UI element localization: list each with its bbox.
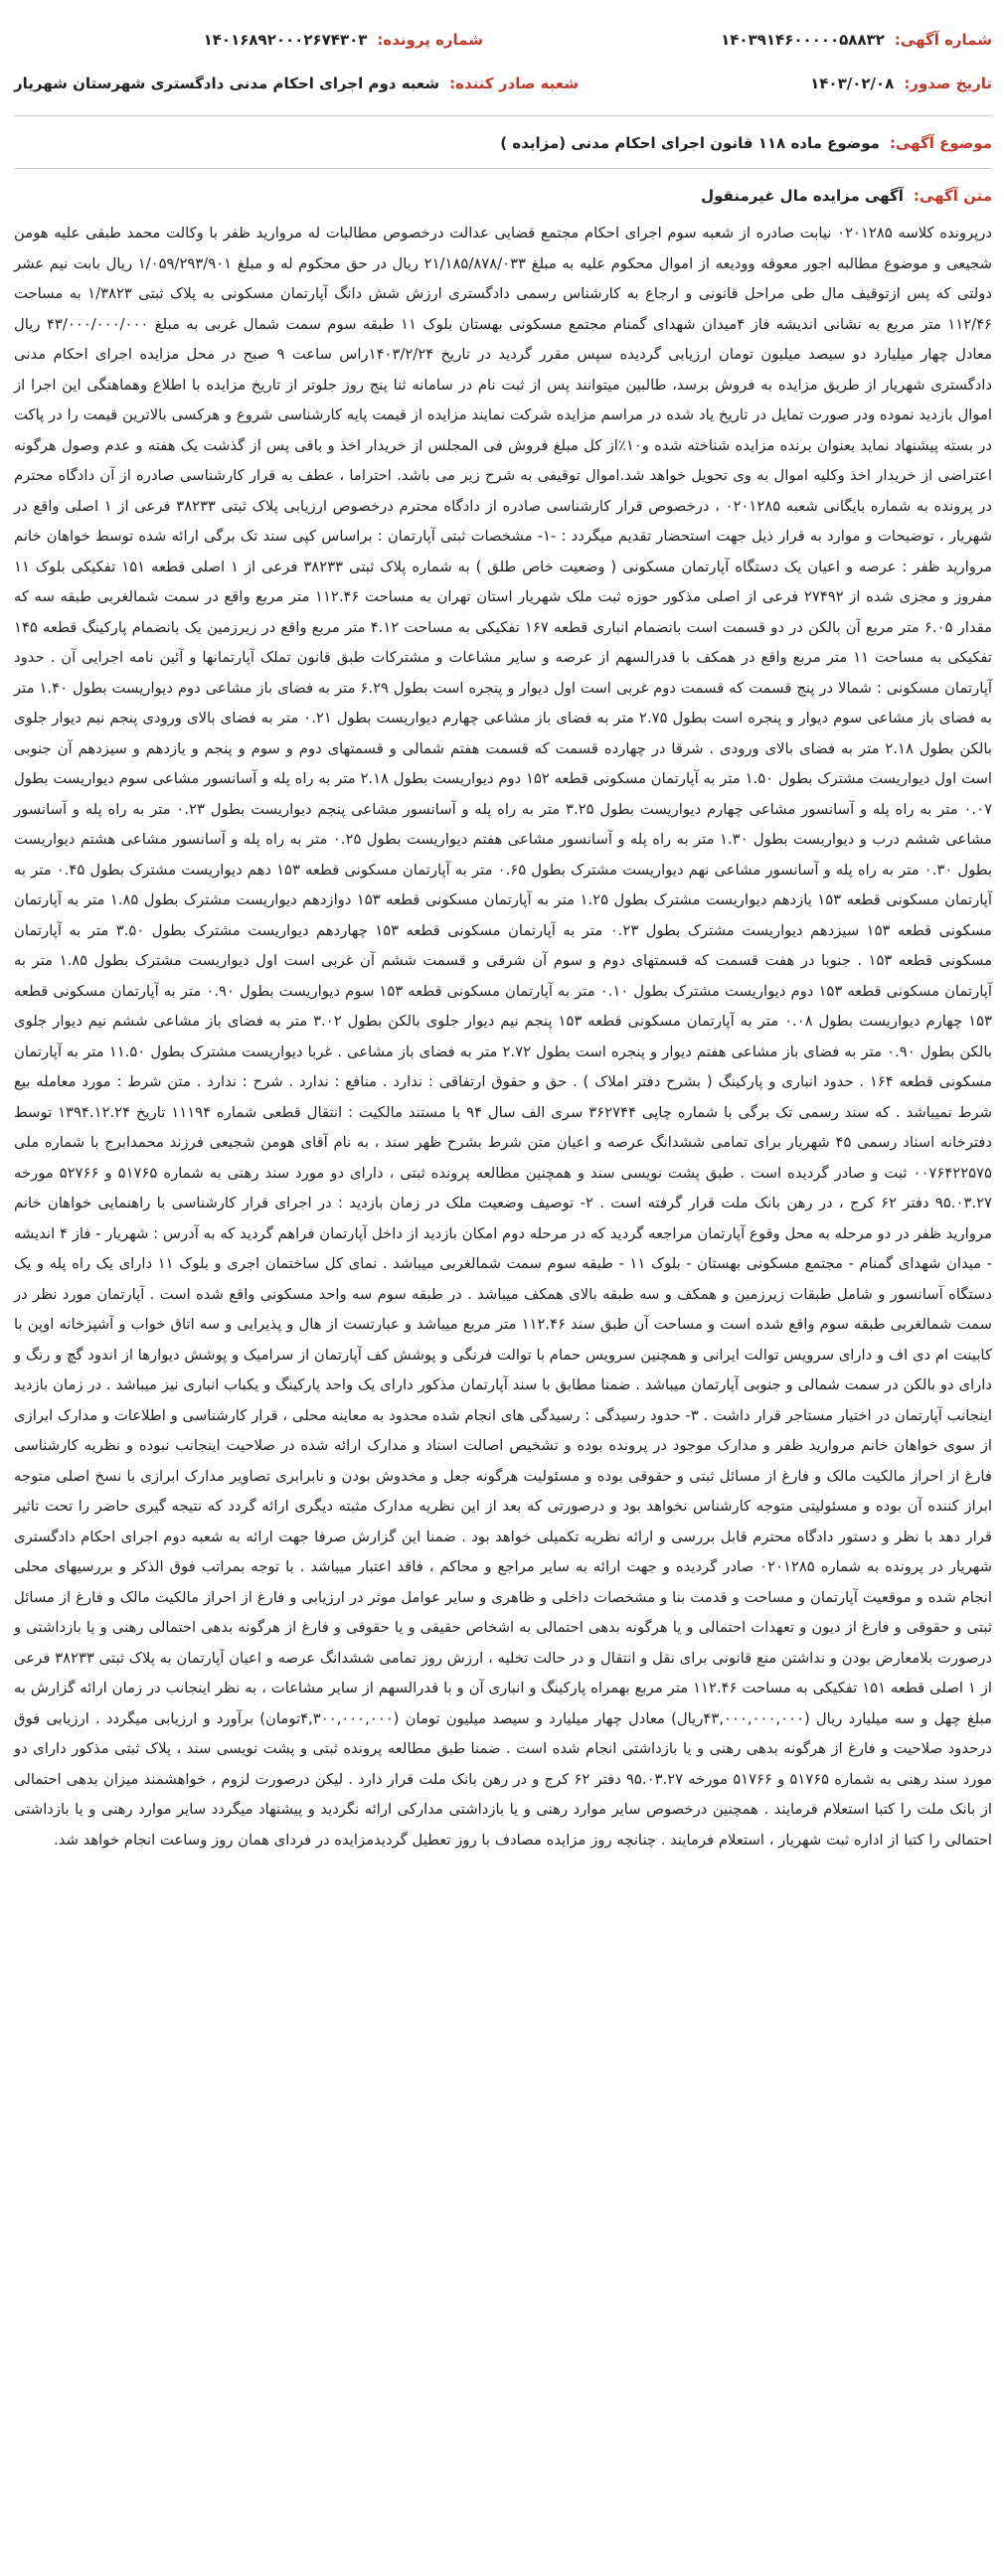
body-title: آگهی مزایده مال غیرمنقول xyxy=(701,187,904,205)
issue-date-field xyxy=(579,75,992,92)
ad-number-field xyxy=(483,31,992,49)
header-row-issue xyxy=(14,62,992,105)
case-number-field xyxy=(14,31,483,49)
body-label: متن آگهی: xyxy=(913,187,992,205)
header-row-numbers xyxy=(14,18,992,62)
ad-page xyxy=(0,18,1004,2576)
issue-date-label: تاریخ صدور: xyxy=(904,75,992,92)
subject-label: موضوع آگهی: xyxy=(889,134,992,152)
issuing-branch-field xyxy=(14,75,579,92)
ad-number-value: ۱۴۰۳۹۱۴۶۰۰۰۰۰۵۸۸۳۲ xyxy=(721,31,885,49)
issue-date-value: ۱۴۰۳/۰۲/۰۸ xyxy=(810,75,895,92)
ad-number-label: شماره آگهی: xyxy=(894,31,992,49)
subject-value: موضوع ماده ۱۱۸ قانون اجرای احکام مدنی (مزایده ) xyxy=(500,134,880,152)
body-title-row xyxy=(14,181,992,211)
subject-row xyxy=(14,128,992,158)
header-separator xyxy=(14,115,992,116)
subject-separator xyxy=(14,168,992,169)
issuing-branch-value: شعبه دوم اجرای احکام مدنی دادگستری شهرستان شهریار xyxy=(14,75,440,92)
case-number-label: شماره پرونده: xyxy=(377,31,483,49)
ad-body-text: درپرونده کلاسه ۰۲۰۱۲۸۵ نیابت صادره از شعبه سوم اجرای احکام مجتمع قضایی عدالت درخصوص مطالبات له مروارید ظفر با وکالت محمد طبقی علیه هومن شجیعی و موضوع مطالبه اجور معوقه وودیعه از اموال محکوم علیه به مبلغ ۲۱/۱۸۵/۸۷۸/۰۳۳ ریال در حق محکوم له و مبلغ ۱/۰۵۹/۲۹۳/۹۰۱ ریال بابت نیم عشر دولتی که پس ازتوقیف مال طی مراحل قانونی و ارجاع به کارشناس رسمی دادگستری ارزش شش دانگ آپارتمان مسکونی به پلاک ثبتی ۱/۳۸۲۳ به مساحت ۱۱۲/۴۶ متر مربع به نشانی اندیشه فاز ۴میدان شهدای گمنام مجتمع مسکونی بهستان بلوک ۱۱ طبقه سوم سمت شمال غربی به مبلغ ۴۳/۰۰۰/۰۰۰/۰۰۰ ریال معادل چهار میلیارد دو سیصد میلیون تومان ارزیابی گردیده سپس مقرر گردید در تاریخ ۱۴۰۳/۲/۲۴راس ساعت ۹ صبح در محل مزایده اجرای احکام مدنی دادگستری شهریار از طریق مزایده به فروش برسد، طالبین میتوانند پس از ثبت نام در سامانه ثنا پنج روز جلوتر از تاریخ مزایده با اطلاع وهماهنگی این اجرا از اموال بازدید نموده ودر صورت تمایل در تاریخ یاد شده در مراسم مزایده شرکت نمایند مزایده از قیمت پایه کارشناسی شروع و هرکسی بالاترین قیمت را در پاکت در بسته پیشنهاد نماید بعنوان برنده مزایده شناخته شده و۱۰٪از کل مبلغ فروش فی المجلس از خریدار اخذ و باقی پس از گذشت یک هفته و عدم وصول هرگونه اعتراضی از خریدار اخذ وکلیه اموال به وی تحویل خواهد شد.اموال توقیفی به شرح زیر می باشد. احتراما ، عطف به قرار کارشناسی صادره از آن دادگاه محترم در پرونده به شماره بایگانی شعبه ۰۲۰۱۲۸۵ ، درخصوص قرار کارشناسی صادره از دادگاه محترم درخصوص ارزیابی پلاک ثبتی ۳۸۲۳۳ فرعی از ۱ اصلی واقع در شهریار ، توضیحات و موارد به قرار ذیل جهت استحضار تقدیم میگردد : -۱- مشخصات ثبتی آپارتمان : براساس کپی سند تک برگی ارائه شده توسط خواهان خانم مروارید ظفر : عرصه و اعیان یک دستگاه آپارتمان مسکونی ( وضعیت خاص طلق ) به شماره پلاک ثبتی ۳۸۲۳۳ فرعی از ۱ اصلی قطعه ۱۵۱ تفکیکی بلوک ۱۱ مفروز و مجزی شده از ۲۷۴۹۲ فرعی از اصلی مذکور حوزه ثبت ملک شهریار استان تهران به مساحت ۱۱۲.۴۶ متر مربع واقع در سمت شمالغربی طبقه سه که مقدار ۶.۰۵ متر مربع آن بالکن در دو قسمت است بانضمام انباری قطعه ۱۶۷ تفکیکی به مساحت ۴.۱۲ متر مربع واقع در زیرزمین یک بانضمام پارکینگ قطعه ۱۴۵ تفکیکی به مساحت ۱۱ متر مربع واقع در همکف با قدرالسهم از عرصه و سایر مشاعات و مشترکات طبق قانون تملک آپارتمانها و آئین نامه اجرایی آن . حدود آپارتمان مسکونی : شمالا در پنج قسمت که قسمت دوم غربی است اول دیوار و پنجره است بطول ۶.۲۹ متر به فضای باز مشاعی دوم دیواریست بطول ۱.۴۰ متر به فضای باز مشاعی سوم دیوار و پنجره است بطول ۲.۷۵ متر به فضای باز مشاعی چهارم دیواریست بطول ۰.۲۱ متر به فضای بالای ورودی پنجم نیم دیوار جلوی بالکن بطول ۲.۱۸ متر به فضای بالای ورودی . شرقا در چهارده قسمت که قسمت هفتم شمالی و قسمتهای دوم و سوم و پنجم و یازدهم و سیزدهم آن جنوبی است اول دیواریست مشترک بطول ۱.۵۰ متر به آپارتمان مسکونی قطعه ۱۵۲ دوم دیواریست بطول ۲.۱۸ متر به راه پله و آسانسور مشاعی سوم دیواریست بطول ۰.۰۷ متر به راه پله و آسانسور مشاعی چهارم دیواریست بطول ۳.۲۵ متر به راه پله و آسانسور مشاعی پنجم دیواریست بطول ۰.۲۳ متر به راه پله و آسانسور مشاعی ششم درب و دیواریست بطول ۱.۳۰ متر به راه پله و آسانسور مشاعی هفتم دیواریست بطول ۰.۲۵ متر به راه پله و آسانسور مشاعی هشتم دیواریست بطول ۰.۳۰ متر به راه پله و آسانسور مشاعی نهم دیواریست مشترک بطول ۰.۶۵ متر به آپارتمان مسکونی قطعه ۱۵۳ دهم دیواریست مشترک بطول ۰.۴۵ متر به آپارتمان مسکونی قطعه ۱۵۳ یازدهم دیواریست مشترک بطول ۱.۲۵ متر به آپارتمان مسکونی قطعه ۱۵۳ دوازدهم دیواریست مشترک بطول ۱.۸۵ متر به آپارتمان مسکونی قطعه ۱۵۳ سیزدهم دیواریست مشترک بطول ۰.۲۳ متر به آپارتمان مسکونی قطعه ۱۵۳ چهاردهم دیواریست مشترک بطول ۳.۵۰ متر به آپارتمان مسکونی قطعه ۱۵۳ . جنوبا در هفت قسمت که قسمتهای دوم و سوم آن شرقی و قسمت ششم آن غربی است اول دیواریست مشترک بطول ۱.۸۵ متر به آپارتمان مسکونی قطعه ۱۵۳ دوم دیواریست مشترک بطول ۰.۱۰ متر به آپارتمان مسکونی قطعه ۱۵۳ سوم دیواریست بطول ۰.۹۰ متر به آپارتمان مسکونی قطعه ۱۵۳ چهارم دیواریست بطول ۰.۰۸ متر به آپارتمان مسکونی قطعه ۱۵۳ پنجم نیم دیوار جلوی بالکن بطول ۳.۰۲ متر به فضای باز مشاعی ششم نیم دیوار جلوی بالکن بطول ۰.۹۰ متر به فضای باز مشاعی هفتم دیوار و پنجره است بطول ۲.۷۲ متر به فضای باز مشاعی . غربا دیواریست مشترک بطول ۱۱.۵۰ متر به آپارتمان مسکونی قطعه ۱۶۴ . حدود انباری و پارکینگ ( بشرح دفتر املاک ) . حق و حقوق ارتفاقی : ندارد . منافع : ندارد . شرح : ندارد . متن شرط : مورد معامله بیع شرط نمیباشد . که سند رسمی تک برگی با شماره چاپی ۳۶۲۷۴۴ سری الف سال ۹۴ با مستند مالکیت : انتقال قطعی شماره ۱۱۱۹۴ تاریخ ۱۳۹۴.۱۲.۲۴ توسط دفترخانه اسناد رسمی ۴۵ شهریار برای تمامی ششدانگ عرصه و اعیان متن شرط بشرح ظهر سند ، به نام آقای هومن شجیعی فرزند محمدابرج با شماره ملی ۰۰۷۶۴۲۲۵۷۵ ثبت و صادر گردیده است . طبق پشت نویسی سند و همچنین مطالعه پرونده ثبتی ، دارای دو مورد سند رهنی به شماره ۵۱۷۶۵ و ۵۲۷۶۶ مورخه ۹۵.۰۳.۲۷ دفتر ۶۲ کرج ، در رهن بانک ملت قرار گرفته است . ۲- توصیف وضعیت ملک در زمان بازدید : در اجرای قرار کارشناسی با راهنمایی خواهان خانم مروارید ظفر در دو مرحله به محل وقوع آپارتمان مراجعه گردید که در مرحله دوم امکان بازدید از داخل آپارتمان فراهم گردید که به آدرس : شهریار - فاز ۴ اندیشه - میدان شهدای گمنام - مجتمع مسکونی بهستان - بلوک ۱۱ - طبقه سوم سمت شمالغربی میباشد . نمای کل ساختمان اجری و بلوک ۱۱ دارای یک راه پله و یک دستگاه آسانسور و شامل طبقات زیرزمین و همکف و سه طبقه بالای همکف میباشد . در طبقه سوم سه واحد مسکونی واقع شده است . آپارتمان مورد نظر در سمت شمالغربی طبقه سوم واقع شده است و مساحت آن طبق سند ۱۱۲.۴۶ متر مربع میباشد و عبارتست از هال و پذیرایی و سه اتاق خواب و آشپزخانه اوپن با کابینت ام دی اف و دارای سرویس توالت ایرانی و همچنین سرویس حمام با توالت فرنگی و پوشش کف آپارتمان از سرامیک و پوشش دیوارها از اندود گچ و رنگ و دارای دو بالکن در سمت شمالی و جنوبی آپارتمان میباشد . ضمنا مطابق با سند آپارتمان مذکور دارای یک واحد پارکینگ و یکباب انباری نیز میباشد . در زمان بازدید اینجانب آپارتمان در اختیار مستاجر قرار داشت . ۳- حدود رسیدگی : رسیدگی های انجام شده محدود به معاینه محلی ، قرار کارشناسی و اطلاعات و مدارک ابرازی از سوی خواهان خانم مروارید ظفر و مدارک موجود در پرونده بوده و تشخیص اصالت اسناد و مدارک ارائه شده در صلاحیت اینجانب نبوده و نظریه کارشناسی فارغ از احراز مالکیت مالک و فارغ از مسائل ثبتی و حقوقی بوده و مسئولیت هرگونه جعل و مخدوش بودن و نابرابری تصاویر مدارک ابرازی با نسخ اصلی متوجه ابراز کننده آن بوده و مسئولیتی متوجه کارشناس نخواهد بود و درصورتی که بعد از این نظریه مدارک مثبته دیگری ارائه گردد که نتیجه گیری حاضر را تحت تاثیر قرار دهد با نظر و دستور دادگاه محترم قابل بررسی و ارائه نظریه تکمیلی خواهد بود . ضمنا این گزارش صرفا جهت ارائه به شعبه دوم اجرای احکام دادگستری شهریار در پرونده به شماره ۰۲۰۱۲۸۵ صادر گردیده و جهت ارائه به سایر مراجع و محاکم ، فاقد اعتبار میباشد . با توجه بمراتب فوق الذکر و بررسیهای محلی انجام شده و موقعیت آپارتمان و مساحت و قدمت بنا و مشخصات داخلی و ظاهری و سایر عوامل موثر در ارزیابی و فارغ از احراز مالکیت مالک و فارغ از مسائل ثبتی و حقوقی و فارغ از دیون و تعهدات احتمالی و یا هرگونه بدهی احتمالی به اشخاص حقیقی و یا حقوقی و فارغ از هرگونه بدهی احتمالی رهنی و یا بازداشتی و درصورت بلامعارض بودن و نداشتن منع قانونی برای نقل و انتقال و در حالت تخلیه ، ارزش روز تمامی ششدانگ عرصه و اعیان آپارتمان به پلاک ثبتی ۳۸۲۳۳ فرعی از ۱ اصلی قطعه ۱۵۱ تفکیکی به مساحت ۱۱۲.۴۶ متر مربع بهمراه پارکینگ و انباری آن و با قدرالسهم از سایر مشاعات ، به نظر اینجانب در زمان ارائه گزارش به مبلغ چهل و سه میلیارد ریال (۴۳,۰۰۰,۰۰۰,۰۰۰ریال) معادل چهار میلیارد و سیصد میلیون تومان (۴,۳۰۰,۰۰۰,۰۰۰تومان) برآورد و ارزیابی میگردد . ارزیابی فوق درحدود صلاحیت و فارغ از هرگونه بدهی رهنی و یا بازداشتی انجام شده است . ضمنا طبق مطالعه پرونده ثبتی و پشت نویسی سند ، پلاک ثبتی مذکور دارای دو مورد سند رهنی به شماره ۵۱۷۶۵ و ۵۱۷۶۶ مورخه ۹۵.۰۳.۲۷ دفتر ۶۲ کرج و در رهن بانک ملت قرار دارد . لیکن درصورت لزوم ، خواهشمند میزان بدهی احتمالی از بانک ملت را کتبا استعلام فرمایند . همچنین درخصوص سایر موارد رهنی و یا بازداشتی مدارکی ارائه نگردید و پیشنهاد میگردد سایر موارد رهنی و یا بازداشتی احتمالی را کتبا از اداره ثبت شهریار ، استعلام فرمایند . چنانچه روز مزایده مصادف با روز تعطیل گردیدمزایده در فردای همان روز وساعت انجام خواهد شد. xyxy=(14,225,993,1849)
case-number-value: ۱۴۰۱۶۸۹۲۰۰۰۲۶۷۴۳۰۳ xyxy=(203,31,368,49)
issuing-branch-label: شعبه صادر کننده: xyxy=(449,75,579,92)
